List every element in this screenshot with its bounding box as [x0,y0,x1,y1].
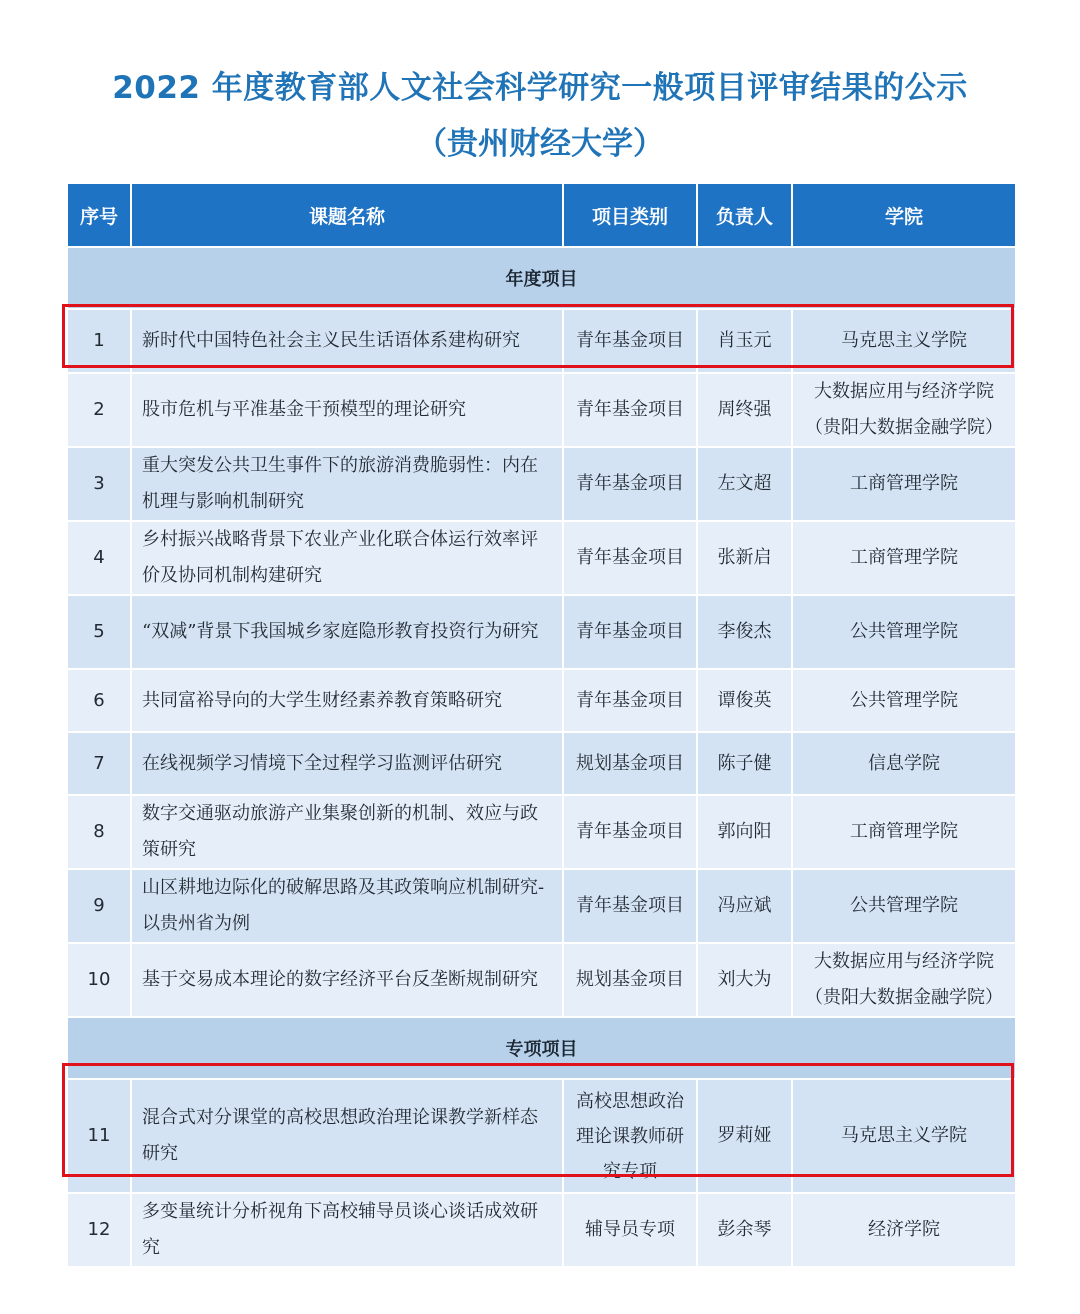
cell-college: 大数据应用与经济学院（贵阳大数据金融学院） [792,943,1016,1017]
cell-leader: 罗莉娅 [697,1079,792,1193]
section-row-annual [67,247,1016,309]
cell-category: 青年基金项目 [563,447,697,521]
cell-leader: 谭俊英 [697,669,792,732]
cell-college: 公共管理学院 [792,595,1016,669]
cell-college: 大数据应用与经济学院（贵阳大数据金融学院） [792,373,1016,447]
cell-topic: 乡村振兴战略背景下农业产业化联合体运行效率评价及协同机制构建研究 [131,521,563,595]
cell-no: 12 [67,1193,131,1267]
cell-topic: 数字交通驱动旅游产业集聚创新的机制、效应与政策研究 [131,795,563,869]
cell-college: 马克思主义学院 [792,1079,1016,1193]
cell-category: 高校思想政治理论课教师研究专项 [563,1079,697,1193]
cell-leader: 肖玉元 [697,309,792,373]
cell-college: 工商管理学院 [792,521,1016,595]
cell-college: 信息学院 [792,732,1016,795]
cell-topic: 共同富裕导向的大学生财经素养教育策略研究 [131,669,563,732]
cell-no: 7 [67,732,131,795]
cell-category: 青年基金项目 [563,595,697,669]
cell-topic: 在线视频学习情境下全过程学习监测评估研究 [131,732,563,795]
table-row [67,595,1016,669]
header-leader: 负责人 [697,183,792,247]
header-college: 学院 [792,183,1016,247]
cell-no: 3 [67,447,131,521]
cell-no: 6 [67,669,131,732]
cell-leader: 左文超 [697,447,792,521]
cell-no: 2 [67,373,131,447]
cell-topic: 基于交易成本理论的数字经济平台反垄断规制研究 [131,943,563,1017]
table-row [67,732,1016,795]
header-no: 序号 [67,183,131,247]
cell-topic: 多变量统计分析视角下高校辅导员谈心谈话成效研究 [131,1193,563,1267]
cell-topic: 混合式对分课堂的高校思想政治理论课教学新样态研究 [131,1079,563,1193]
cell-leader: 彭余琴 [697,1193,792,1267]
table-row [67,669,1016,732]
cell-category: 青年基金项目 [563,869,697,943]
header-category: 项目类别 [563,183,697,247]
section-row-special [67,1017,1016,1079]
cell-no: 9 [67,869,131,943]
cell-no: 4 [67,521,131,595]
cell-category: 规划基金项目 [563,943,697,1017]
table-header-row [67,183,1016,247]
table-row [67,1079,1016,1193]
cell-college: 公共管理学院 [792,869,1016,943]
cell-no: 1 [67,309,131,373]
cell-category: 青年基金项目 [563,669,697,732]
cell-category: 青年基金项目 [563,521,697,595]
table-row [67,447,1016,521]
results-table [66,182,1017,1268]
cell-leader: 陈子健 [697,732,792,795]
table-row [67,1193,1016,1267]
page-title: 2022 年度教育部人文社会科学研究一般项目评审结果的公示 [112,70,968,106]
cell-college: 公共管理学院 [792,669,1016,732]
cell-college: 马克思主义学院 [792,309,1016,373]
table-row [67,869,1016,943]
header-topic: 课题名称 [131,183,563,247]
cell-topic: “双减”背景下我国城乡家庭隐形教育投资行为研究 [131,595,563,669]
cell-no: 5 [67,595,131,669]
cell-category: 辅导员专项 [563,1193,697,1267]
cell-college: 经济学院 [792,1193,1016,1267]
cell-no: 10 [67,943,131,1017]
cell-topic: 新时代中国特色社会主义民生话语体系建构研究 [131,309,563,373]
table-row [67,943,1016,1017]
cell-leader: 郭向阳 [697,795,792,869]
section-label: 年度项目 [67,247,1016,309]
cell-leader: 李俊杰 [697,595,792,669]
cell-college: 工商管理学院 [792,795,1016,869]
cell-category: 青年基金项目 [563,373,697,447]
cell-leader: 刘大为 [697,943,792,1017]
cell-leader: 冯应斌 [697,869,792,943]
cell-leader: 周终强 [697,373,792,447]
cell-no: 8 [67,795,131,869]
table-row [67,795,1016,869]
cell-topic: 股市危机与平准基金干预模型的理论研究 [131,373,563,447]
cell-category: 青年基金项目 [563,795,697,869]
page-subtitle: （贵州财经大学） [416,126,664,162]
cell-topic: 重大突发公共卫生事件下的旅游消费脆弱性：内在机理与影响机制研究 [131,447,563,521]
cell-category: 规划基金项目 [563,732,697,795]
cell-category: 青年基金项目 [563,309,697,373]
cell-college: 工商管理学院 [792,447,1016,521]
cell-topic: 山区耕地边际化的破解思路及其政策响应机制研究-以贵州省为例 [131,869,563,943]
table-row [67,373,1016,447]
section-label: 专项项目 [67,1017,1016,1079]
table-row [67,521,1016,595]
cell-leader: 张新启 [697,521,792,595]
cell-no: 11 [67,1079,131,1193]
table-row [67,309,1016,373]
